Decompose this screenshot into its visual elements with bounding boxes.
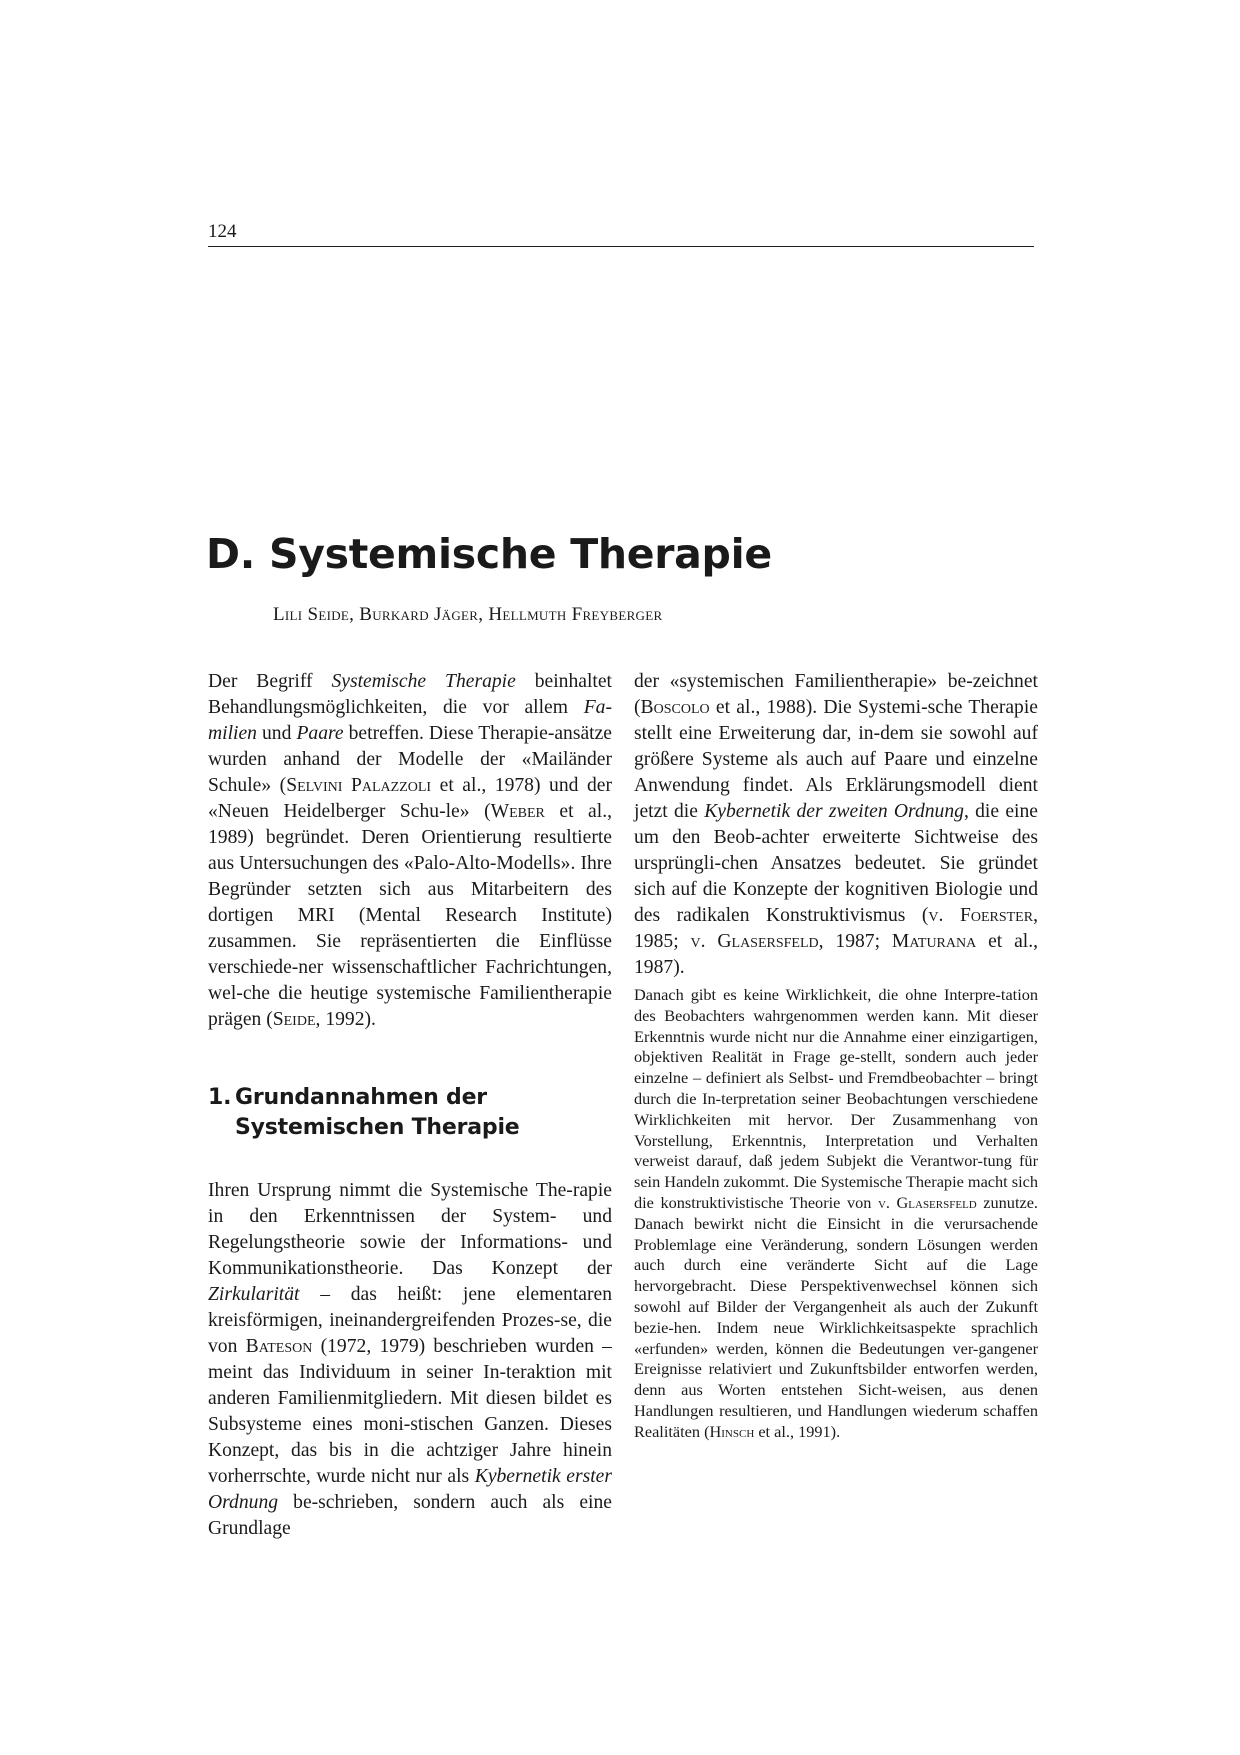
intro-paragraph: Der Begriff Systemische Therapie beinhaltet Behandlungsmöglichkeiten, die vor allem Fa-milien und Paare betreffen. Diese Therapie-ansätze wurden anhand der Modelle der «Mailänder Schule» (Selvini Palazzoli et al., 1978) und der «Neuen Heidelberger Schu-le» (Weber et al., 1989) begründet. Deren Orientierung resultierte aus Untersuchungen des «Palo-Alto-Modells». Ihre Begründer setzten sich aus Mitarbeitern des dortigen MRI (Mental Research Institute) zusammen. Sie repräsentierten die Einflüsse verschiede-ner wissenschaftlicher Fachrichtungen, wel-che die heutige systemische Familientherapie prägen (Seide, 1992). [208,671,613,1030]
small-print-paragraph: Danach gibt es keine Wirklichkeit, die ohne Interpre-tation des Beobachters wahrgenommen werden kann. Mit dieser Erkenntnis wurde nicht nur die Annahme einer einzigartigen, objektiven Realität in Frage ge-stellt, sondern auch jeder einzelne – definiert als Selbst- und Fremdbeobachter – bringt durch die In-terpretation seiner Beobachtungen verschiedene Wirklichkeiten mit hervor. Der Zusammenhang von Vorstellung, Erkenntnis, Interpretation und Verhalten verweist darauf, daß jedem Subjekt die Verantwor-tung für sein Handeln zukommt. Die Systemische Therapie macht sich die konstruktivistische Theorie von v. Glasersfeld zunutze. Danach bewirkt nicht die Einsicht in die verursachende Problemlage eine Veränderung, sondern Lösungen werden auch durch eine veränderte Sicht auf die Lage hervorgebracht. Diese Perspektivenwechsel können sich sowohl auf Bilder der Vergangenheit als auch der Zukunft bezie-hen. Indem neue Wirklichkeitsaspekte sprachlich «erfunden» werden, können die Bedeutungen ver-gangener Ereignisse relativiert und Zukunftsbilder entworfen werden, denn aus Worten entstehen Sicht-weisen, aus denen Handlungen resultieren, und Handlungen wiederum schaffen Realitäten (Hinsch et al., 1991). [634,985,1038,1441]
section-paragraph: Ihren Ursprung nimmt die Systemische The-rapie in den Erkenntnissen der System- und Regelungstheorie sowie der Informations- und Kommunikationstheorie. Das Konzept der Zirkularität – das heißt: jene elementaren kreisförmigen, ineinandergreifenden Prozes-se, die von Bateson (1972, 1979) beschrieben wurden – meint das Individuum in seiner In-teraktion mit anderen Familienmitgliedern. Mit diesen bildet es Subsysteme eines moni-stischen Ganzen. Dieses Konzept, das bis in die achtziger Jahre hinein vorherrschte, wurde nicht nur als Kybernetik erster Ordnung be-schrieben, sondern auch als eine Grundlage [208,1180,613,1539]
section-title-line-2: Systemischen Therapie [235,1115,520,1140]
section-title-line-1: Grundannahmen der [235,1085,487,1110]
section-number: 1. [208,1085,232,1110]
right-column [634,669,1038,1443]
header-rule [208,246,1034,247]
chapter-title: D. Systemische Therapie [206,530,772,578]
chapter-authors: Lili Seide, Burkard Jäger, Hellmuth Freyberger [273,604,663,625]
page-number: 124 [208,221,237,242]
section-heading [208,1083,612,1143]
continuation-paragraph: der «systemischen Familientherapie» be-zeichnet (Boscolo et al., 1988). Die Systemi-sche Therapie stellt eine Erweiterung dar, in-dem sie sowohl auf größere Systeme als auch auf Paare und einzelne Anwendung findet. Als Erklärungsmodell dient jetzt die Kybernetik der zweiten Ordnung, die eine um den Beob-achter erweiterte Sichtweise des ursprüngli-chen Ansatzes bedeutet. Sie gründet sich auf die Konzepte der kognitiven Biologie und des radikalen Konstruktivismus (v. Foerster, 1985; v. Glasersfeld, 1987; Maturana et al., 1987). [634,671,1039,978]
left-column [208,669,612,1542]
